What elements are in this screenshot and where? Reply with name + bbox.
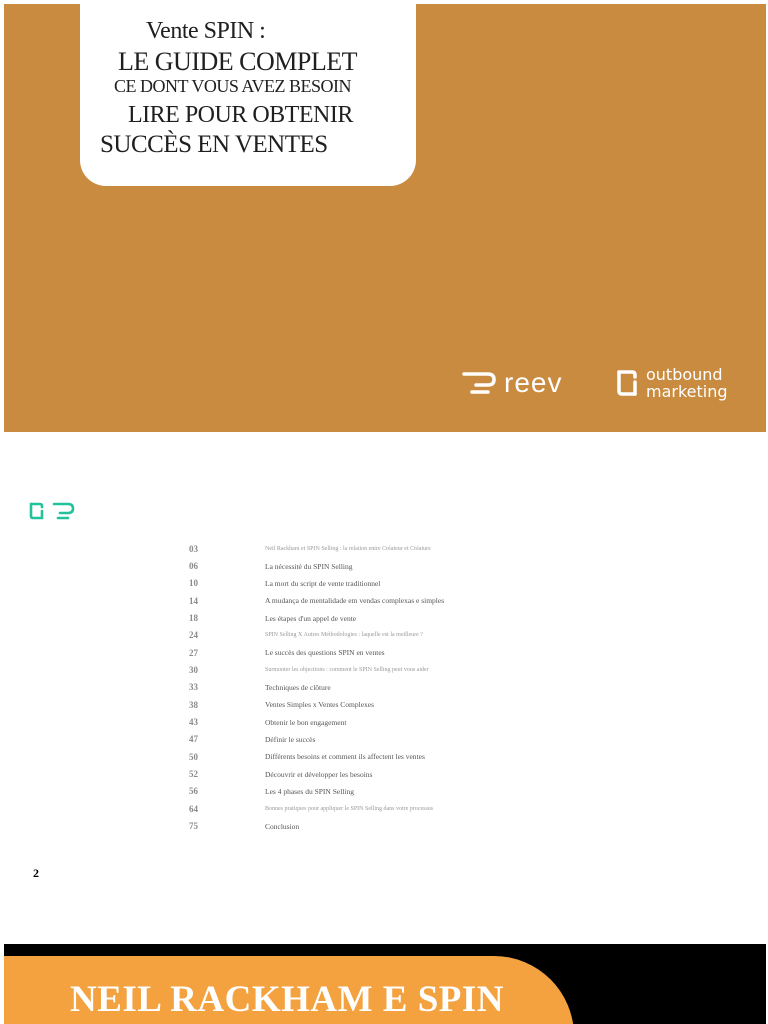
toc-page-number: 18: [189, 613, 198, 624]
toc-item[interactable]: [189, 696, 609, 713]
toc-item[interactable]: [189, 783, 609, 800]
toc-item-title: Différents besoins et comment ils affectent les ventes: [265, 752, 425, 762]
toc-page-number: 14: [189, 595, 198, 606]
toc-item[interactable]: [189, 731, 609, 748]
toc-item[interactable]: [189, 818, 609, 835]
toc-item[interactable]: [189, 765, 609, 782]
toc-item-title: Définir le succès: [265, 734, 316, 744]
cover-title-line-5: SUCCÈS EN VENTES: [100, 131, 328, 158]
table-of-contents: [189, 540, 609, 835]
toc-item-title: Obtenir le bon engagement: [265, 717, 347, 727]
toc-item[interactable]: [189, 540, 609, 557]
toc-item[interactable]: [189, 627, 609, 644]
toc-page-number: 27: [189, 647, 198, 658]
toc-item[interactable]: [189, 644, 609, 661]
toc-page-number: 43: [189, 717, 198, 728]
toc-item-title: La nécessité du SPIN Selling: [265, 561, 353, 571]
outbound-marketing-logo-text: [646, 366, 728, 400]
toc-page-number: 64: [189, 803, 198, 814]
outbound-marketing-logo: [614, 366, 728, 400]
toc-item-title: Ventes Simples x Ventes Complexes: [265, 700, 375, 710]
toc-item[interactable]: [189, 592, 609, 609]
toc-page-number: 75: [189, 821, 198, 832]
section-title: NEIL RACKHAM E SPIN: [70, 979, 505, 1020]
toc-page-number: 30: [189, 665, 198, 676]
toc-item[interactable]: [189, 661, 609, 678]
toc-item[interactable]: [189, 800, 609, 817]
outbound-marketing-small-icon: [28, 501, 76, 521]
outbound-marketing-logo-icon: [614, 369, 640, 397]
outbound-logo-line-1: outbound: [646, 365, 723, 384]
toc-item[interactable]: [189, 713, 609, 730]
toc-page-number: 03: [189, 543, 198, 554]
toc-item-title: Conclusion: [265, 821, 300, 831]
toc-item[interactable]: [189, 748, 609, 765]
toc-page-number: 33: [189, 682, 198, 693]
toc-page-number: 38: [189, 699, 198, 710]
toc-item-title: La mort du script de vente traditionnel: [265, 578, 381, 588]
toc-item-title: Découvrir et développer les besoins: [265, 769, 373, 779]
toc-item[interactable]: [189, 609, 609, 626]
toc-page-number: 50: [189, 751, 198, 762]
toc-item[interactable]: [189, 557, 609, 574]
toc-item-title: A mudança de mentalidade em vendas complexas e simples: [265, 596, 445, 606]
page-number: 2: [33, 866, 39, 880]
toc-brand-logos: [28, 501, 76, 521]
toc-page-number: 52: [189, 769, 198, 780]
toc-item-title: Le succès des questions SPIN en ventes: [265, 648, 385, 658]
toc-item-title: SPIN Selling X Autres Méthodologies : laquelle est la meilleure ?: [265, 632, 423, 639]
cover-title-line-4: LIRE POUR OBTENIR: [128, 102, 353, 128]
reev-logo-text: reev: [504, 367, 563, 398]
cover-title-card: [80, 4, 416, 186]
toc-item-title: Les étapes d'un appel de vente: [265, 613, 357, 623]
outbound-logo-line-2: marketing: [646, 382, 728, 401]
toc-item-title: Techniques de clôture: [265, 682, 331, 692]
toc-page-number: 10: [189, 578, 198, 589]
cover-title-line-3: CE DONT VOUS AVEZ BESOIN: [114, 76, 352, 96]
toc-page-number: 47: [189, 734, 198, 745]
reev-logo: [462, 368, 562, 398]
toc-item[interactable]: [189, 679, 609, 696]
toc-item-title: Bonnes pratiques pour appliquer le SPIN Selling dans votre processus: [265, 805, 434, 812]
cover-title-line-1: Vente SPIN :: [146, 18, 266, 44]
toc-item-title: Neil Rackham et SPIN Selling : la relation entre Créateur et Créature: [265, 545, 431, 552]
toc-page-number: 24: [189, 630, 198, 641]
toc-page-number: 56: [189, 786, 198, 797]
toc-page-number: 06: [189, 561, 198, 572]
toc-item[interactable]: [189, 575, 609, 592]
reev-logo-icon: [462, 370, 498, 396]
cover-title-line-2: LE GUIDE COMPLET: [118, 47, 357, 76]
toc-item-title: Surmonter les objections : comment le SPIN Selling peut vous aider: [265, 667, 429, 674]
toc-item-title: Les 4 phases du SPIN Selling: [265, 786, 354, 796]
